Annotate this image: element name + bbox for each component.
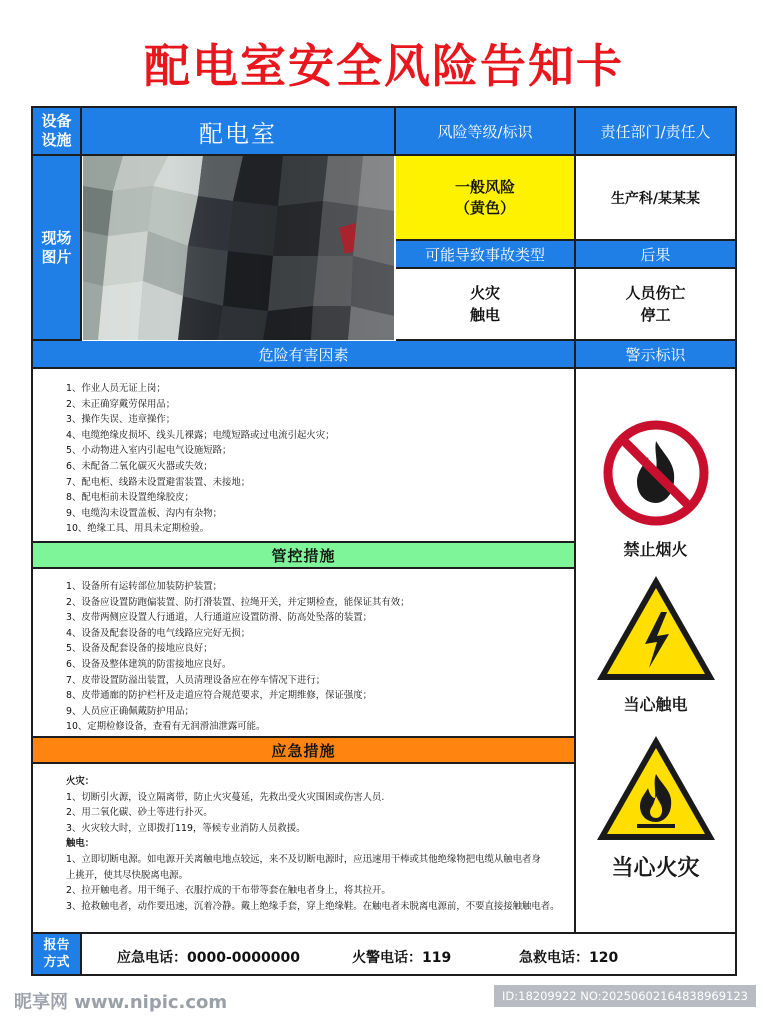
- hazard-item: 2、未正确穿戴劳保用品；: [66, 398, 176, 410]
- facility-label: 设备设施: [41, 112, 72, 149]
- emergency-item: 3、火灾较大时，立即拨打119，等候专业消防人员救援。: [66, 822, 306, 834]
- hazard-item: 7、配电柜、线路未设置避雷装置、未接地；: [66, 476, 251, 488]
- emergency-item: 1、立即切断电源。如电源开关离触电地点较远，来不及切断电源时，应迅速用干棒或其他绝缘物把电缆从触电者身: [66, 853, 541, 865]
- risk-level-label: 风险等级/标识: [437, 122, 533, 141]
- consequence-label: 后果: [640, 245, 671, 264]
- responsible-header: [576, 108, 735, 156]
- risk-color-note: （黄色）: [454, 198, 515, 217]
- control-item: 4、设备及配套设备的电气线路应完好无损；: [66, 627, 251, 639]
- responsible-cell: [576, 156, 735, 241]
- photo-label: 现场图片: [41, 228, 72, 266]
- hazard-item: 1、作业人员无证上岗；: [66, 383, 166, 394]
- watermark-id: ID:18209922 NO:20250602164838969123: [494, 985, 756, 1007]
- facility-name-cell: [82, 108, 396, 156]
- hazards-title: 危险有害因素: [258, 345, 349, 364]
- hazards-header: [33, 341, 576, 369]
- control-item: 8、皮带通廊的防护栏杆及走道应符合规范要求，并定期维修，保证强度；: [66, 690, 372, 702]
- report-label: 报告方式: [43, 938, 70, 970]
- photo-label-cell: [33, 156, 82, 341]
- page-title: 配电室安全风险告知卡: [144, 39, 624, 93]
- emergency-item: 1、切断引火源，设立隔离带，防止火灾蔓延，先救出受火灾围困或伤害人员.: [66, 791, 385, 803]
- facility-name: 配电室: [199, 119, 277, 148]
- risk-level-header: [396, 108, 576, 156]
- hazard-item: 10、绝缘工具、用具未定期检验。: [66, 523, 210, 535]
- accident-types-cell: [396, 269, 576, 341]
- no-fire-icon: [602, 419, 710, 527]
- watermark-left: 昵享网 www.nipic.com: [14, 992, 228, 1013]
- sign-label-no-fire: 禁止烟火: [623, 540, 688, 559]
- controls-header: [33, 541, 576, 569]
- facility-label-cell: [33, 108, 82, 156]
- control-item: 3、皮带两侧应设置人行通道，人行通道应设置防滑、防高处坠落的装置；: [66, 612, 372, 624]
- responsible-value: 生产科/某某某: [610, 190, 701, 207]
- responsible-label: 责任部门/责任人: [600, 122, 711, 141]
- consequence-item: 停工: [640, 306, 671, 324]
- ambulance-phone: 急救电话：120: [519, 950, 619, 966]
- control-item: 9、人员应正确佩戴防护用品；: [66, 705, 194, 717]
- control-item: 6、设备及整体建筑的防雷接地应良好。: [66, 658, 232, 670]
- contact-bar: [82, 932, 735, 974]
- hazards-list: [33, 369, 576, 541]
- risk-level-cell: [396, 156, 576, 241]
- accident-type-header: [396, 241, 576, 269]
- fire-warning-icon: [593, 732, 719, 844]
- risk-level-value: 一般风险: [454, 177, 515, 196]
- control-item: 1、设备所有运转部位加装防护装置；: [66, 581, 222, 592]
- emergency-item: 2、拉开触电者。用干绳子、衣服拧成的干布带等套在触电者身上，将其拉开。: [66, 885, 391, 897]
- control-item: 2、设备应设置防跑偏装置、防打滑装置、拉绳开关，并定期检查，能保证其有效；: [66, 596, 410, 608]
- signs-header: [576, 341, 735, 369]
- electric-shock-warning-icon: [593, 572, 719, 684]
- hazard-item: 3、操作失误、违章操作；: [66, 414, 176, 426]
- control-item: 7、皮带设置防溢出装置，人员清理设备应在停车情况下进行；: [66, 674, 326, 686]
- accident-type-label: 可能导致事故类型: [424, 245, 545, 264]
- emergency-item: 3、抢救触电者，动作要迅速，沉着冷静。戴上绝缘手套，穿上绝缘鞋。在触电者未脱离电源前，不要直接接触触电者。: [66, 900, 560, 912]
- hazard-item: 9、电缆沟未设置盖板、沟内有杂物；: [66, 507, 222, 519]
- site-photo: [83, 156, 394, 340]
- control-item: 5、设备及配套设备的接地应良好；: [66, 643, 213, 655]
- report-label-cell: [33, 932, 82, 974]
- fire-section-label: 火灾：: [66, 776, 95, 787]
- accident-type-item: 触电: [469, 306, 500, 324]
- emergency-list: [33, 764, 576, 932]
- control-item: 10、定期检修设备，查看有无润滑油泄露可能。: [66, 721, 266, 733]
- emergency-item: 2、用二氧化碳、砂土等进行扑灭。: [66, 807, 213, 819]
- hazard-item: 5、小动物进入室内引起电气设施短路；: [66, 445, 232, 457]
- emergency-phone: 应急电话：0000-0000000: [117, 950, 300, 966]
- consequence-header: [576, 241, 735, 269]
- emergency-title: 应急措施: [271, 741, 336, 760]
- emergency-item: 上挑开，使其尽快脱离电源。: [66, 869, 188, 881]
- controls-title: 管控措施: [271, 546, 336, 565]
- consequence-item: 人员伤亡: [625, 284, 686, 302]
- controls-list: [33, 569, 576, 737]
- hazard-item: 4、电缆绝缘皮损坏、线头儿裸露；电缆短路或过电流引起火灾；: [66, 429, 335, 441]
- sign-label-shock: 当心触电: [623, 695, 688, 714]
- sign-label-fire: 当心火灾: [611, 856, 700, 881]
- hazard-item: 8、配电柜前未设置绝缘胶皮；: [66, 492, 194, 504]
- fire-phone: 火警电话：119: [352, 950, 452, 966]
- shock-section-label: 触电：: [66, 838, 95, 850]
- emergency-header: [33, 736, 576, 764]
- accident-type-item: 火灾: [469, 284, 500, 302]
- consequences-cell: [576, 269, 735, 341]
- signs-title: 警示标识: [625, 345, 686, 364]
- hazard-item: 6、未配备二氧化碳灭火器或失效；: [66, 460, 213, 472]
- signs-panel: [576, 369, 735, 932]
